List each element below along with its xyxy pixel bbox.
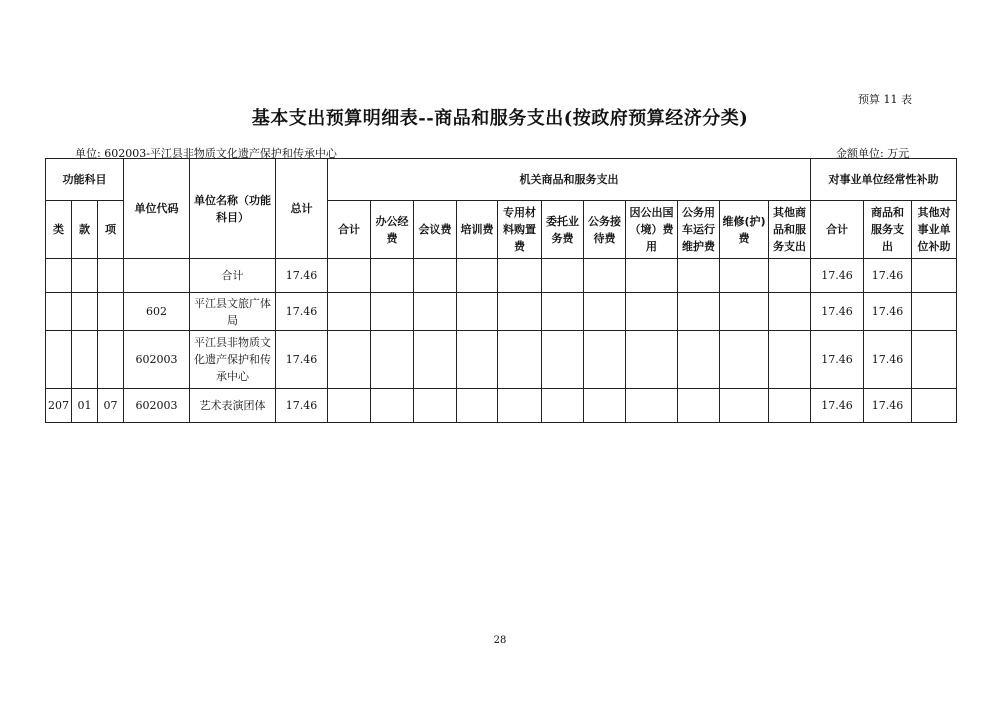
cell-xiang — [98, 331, 124, 389]
cell-kuan — [72, 259, 98, 293]
header-lei: 类 — [46, 201, 72, 259]
cell-unit-name: 平江县非物质文化遗产保护和传承中心 — [190, 331, 276, 389]
cell-lei — [46, 331, 72, 389]
cell-agency — [328, 293, 371, 331]
cell-unit-name: 平江县文旅广体局 — [190, 293, 276, 331]
cell-subsidy — [912, 293, 957, 331]
cell-kuan: 01 — [72, 389, 98, 423]
cell-subsidy: 17.46 — [811, 331, 864, 389]
cell-subsidy: 17.46 — [864, 293, 912, 331]
header-subsidy-col: 商品和服务支出 — [864, 201, 912, 259]
header-total: 总计 — [276, 159, 328, 259]
cell-lei — [46, 259, 72, 293]
header-agency-col: 办公经费 — [371, 201, 414, 259]
header-function-subject: 功能科目 — [46, 159, 124, 201]
cell-agency — [457, 293, 498, 331]
cell-unit-code: 602003 — [124, 389, 190, 423]
header-agency-col: 专用材料购置费 — [498, 201, 542, 259]
cell-agency — [498, 293, 542, 331]
cell-subsidy: 17.46 — [811, 389, 864, 423]
cell-agency — [584, 293, 626, 331]
header-agency-group: 机关商品和服务支出 — [328, 159, 811, 201]
cell-subsidy — [912, 331, 957, 389]
cell-agency — [414, 331, 457, 389]
cell-agency — [498, 259, 542, 293]
header-agency-col: 培训费 — [457, 201, 498, 259]
header-agency-col: 合计 — [328, 201, 371, 259]
cell-kuan — [72, 331, 98, 389]
cell-agency — [414, 293, 457, 331]
cell-subsidy: 17.46 — [811, 293, 864, 331]
cell-agency — [457, 259, 498, 293]
cell-agency — [678, 389, 720, 423]
table-row — [46, 331, 957, 389]
cell-agency — [328, 259, 371, 293]
header-subsidy-group: 对事业单位经常性补助 — [811, 159, 957, 201]
table-row — [46, 259, 957, 293]
header-agency-col: 委托业务费 — [542, 201, 584, 259]
cell-agency — [457, 389, 498, 423]
cell-agency — [542, 389, 584, 423]
header-agency-col: 会议费 — [414, 201, 457, 259]
cell-agency — [584, 259, 626, 293]
cell-agency — [720, 331, 769, 389]
cell-subsidy — [912, 259, 957, 293]
header-unit-code: 单位代码 — [124, 159, 190, 259]
table-row — [46, 389, 957, 423]
header-kuan: 款 — [72, 201, 98, 259]
cell-total: 17.46 — [276, 331, 328, 389]
header-subsidy-col: 合计 — [811, 201, 864, 259]
cell-agency — [678, 331, 720, 389]
cell-agency — [678, 293, 720, 331]
cell-xiang — [98, 293, 124, 331]
cell-subsidy: 17.46 — [864, 259, 912, 293]
cell-unit-code: 602003 — [124, 331, 190, 389]
cell-xiang: 07 — [98, 389, 124, 423]
cell-agency — [542, 331, 584, 389]
cell-agency — [498, 331, 542, 389]
cell-agency — [414, 389, 457, 423]
cell-kuan — [72, 293, 98, 331]
cell-subsidy: 17.46 — [864, 331, 912, 389]
cell-agency — [328, 389, 371, 423]
header-unit-name: 单位名称（功能科目） — [190, 159, 276, 259]
cell-agency — [371, 389, 414, 423]
cell-agency — [769, 389, 811, 423]
cell-subsidy: 17.46 — [811, 259, 864, 293]
cell-agency — [769, 331, 811, 389]
table-number: 预算 11 表 — [858, 93, 912, 106]
cell-agency — [769, 259, 811, 293]
cell-agency — [626, 389, 678, 423]
cell-lei — [46, 293, 72, 331]
cell-agency — [542, 259, 584, 293]
header-agency-col: 公务用车运行维护费 — [678, 201, 720, 259]
cell-unit-code: 602 — [124, 293, 190, 331]
cell-unit-name: 合计 — [190, 259, 276, 293]
cell-agency — [720, 389, 769, 423]
cell-agency — [371, 293, 414, 331]
cell-total: 17.46 — [276, 259, 328, 293]
cell-agency — [626, 293, 678, 331]
cell-agency — [584, 331, 626, 389]
header-agency-col: 维修(护)费 — [720, 201, 769, 259]
cell-agency — [769, 293, 811, 331]
cell-agency — [457, 331, 498, 389]
cell-agency — [626, 331, 678, 389]
table-row — [46, 293, 957, 331]
header-xiang: 项 — [98, 201, 124, 259]
cell-total: 17.46 — [276, 293, 328, 331]
cell-agency — [720, 293, 769, 331]
amount-unit: 金额单位: 万元 — [836, 147, 910, 160]
cell-agency — [626, 259, 678, 293]
cell-agency — [498, 389, 542, 423]
cell-unit-code — [124, 259, 190, 293]
page-title: 基本支出预算明细表--商品和服务支出(按政府预算经济分类) — [251, 108, 749, 129]
cell-agency — [414, 259, 457, 293]
cell-lei: 207 — [46, 389, 72, 423]
cell-agency — [678, 259, 720, 293]
page-number: 28 — [493, 635, 507, 646]
cell-total: 17.46 — [276, 389, 328, 423]
unit-info: 单位: 602003-平江县非物质文化遗产保护和传承中心 — [75, 147, 337, 160]
cell-subsidy: 17.46 — [864, 389, 912, 423]
cell-unit-name: 艺术表演团体 — [190, 389, 276, 423]
cell-agency — [542, 293, 584, 331]
header-agency-col: 因公出国（境）费用 — [626, 201, 678, 259]
cell-agency — [371, 331, 414, 389]
cell-agency — [371, 259, 414, 293]
header-subsidy-col: 其他对事业单位补助 — [912, 201, 957, 259]
cell-agency — [584, 389, 626, 423]
cell-agency — [720, 259, 769, 293]
cell-xiang — [98, 259, 124, 293]
expenditure-table — [45, 158, 957, 423]
cell-agency — [328, 331, 371, 389]
header-agency-col: 公务接待费 — [584, 201, 626, 259]
header-agency-col: 其他商品和服务支出 — [769, 201, 811, 259]
cell-subsidy — [912, 389, 957, 423]
